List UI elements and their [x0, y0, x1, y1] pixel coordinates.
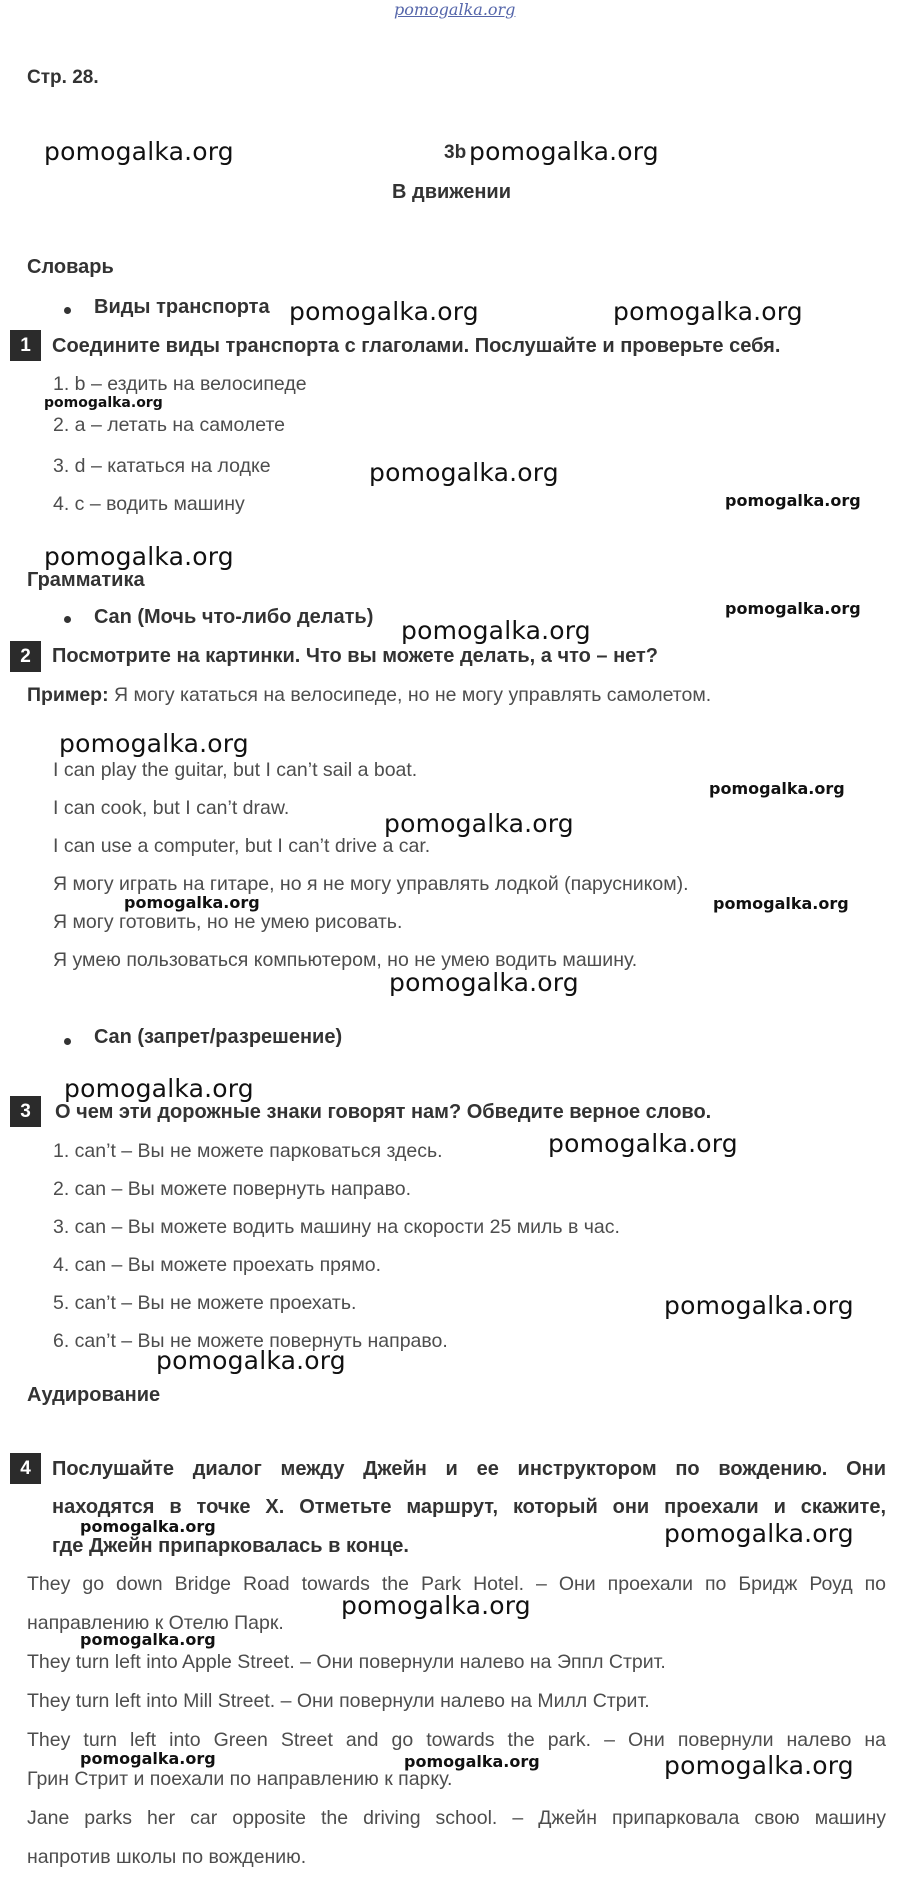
- exercise-number: 3: [10, 1096, 41, 1127]
- watermark: pomogalka.org: [713, 894, 849, 913]
- watermark: pomogalka.org: [44, 542, 234, 571]
- exercise-task-line: где Джейн припарковалась в конце.: [52, 1535, 409, 1557]
- answer-line: Я умею пользоваться компьютером, но не умею водить машину.: [53, 949, 638, 971]
- watermark: pomogalka.org: [59, 729, 249, 758]
- answer-line: Я могу готовить, но не умею рисовать.: [53, 911, 403, 933]
- answer-line: 1. b – ездить на велосипеде: [53, 373, 307, 395]
- grammar-bullet: Can (Мочь что-либо делать): [94, 606, 374, 628]
- watermark: pomogalka.org: [156, 1346, 346, 1375]
- answer-line: They turn left into Mill Street. – Они повернули налево на Милл Стрит.: [27, 1690, 650, 1712]
- watermark: pomogalka.org: [469, 137, 659, 166]
- example-label: Пример:: [27, 684, 109, 706]
- bullet-dot: [64, 1038, 71, 1045]
- exercise-task: Соедините виды транспорта с глаголами. Послушайте и проверьте себя.: [52, 335, 781, 357]
- answer-line: 4. can – Вы можете проехать прямо.: [53, 1254, 382, 1276]
- answer-line: 3. d – кататься на лодке: [53, 455, 271, 477]
- watermark: pomogalka.org: [389, 968, 579, 997]
- example-text: Я могу кататься на велосипеде, но не могу управлять самолетом.: [114, 684, 712, 706]
- watermark: pomogalka.org: [80, 1517, 216, 1536]
- bullet-dot: [64, 616, 71, 623]
- watermark: pomogalka.org: [289, 297, 479, 326]
- answer-line: 4. c – водить машину: [53, 493, 245, 515]
- answer-line: Я могу играть на гитаре, но я не могу управлять лодкой (парусником).: [53, 873, 689, 895]
- answer-line: 2. can – Вы можете повернуть направо.: [53, 1178, 412, 1200]
- watermark: pomogalka.org: [664, 1519, 854, 1548]
- watermark: pomogalka.org: [341, 1591, 531, 1620]
- grammar-heading: Грамматика: [27, 569, 145, 591]
- answer-line: 3. can – Вы можете водить машину на скорости 25 миль в час.: [53, 1216, 620, 1238]
- watermark: pomogalka.org: [64, 1074, 254, 1103]
- watermark: pomogalka.org: [664, 1291, 854, 1320]
- exercise-task: О чем эти дорожные знаки говорят нам? Обведите верное слово.: [55, 1101, 712, 1123]
- lesson-code: 3b: [444, 142, 467, 163]
- answer-line: I can cook, but I can’t draw.: [53, 797, 290, 819]
- watermark: pomogalka.org: [369, 458, 559, 487]
- lesson-title: В движении: [392, 181, 511, 203]
- answer-line: They turn left into Green Street and go towards the park. – Они повернули налево на: [27, 1729, 886, 1751]
- exercise-number: 1: [10, 330, 41, 361]
- answer-line: напротив школы по вождению.: [27, 1846, 307, 1868]
- answer-line: They go down Bridge Road towards the Park Hotel. – Они проехали по Бридж Роуд по: [27, 1573, 886, 1595]
- answer-line: 2. a – летать на самолете: [53, 414, 286, 436]
- answer-line: I can play the guitar, but I can’t sail a boat.: [53, 759, 418, 781]
- answer-line: I can use a computer, but I can’t drive a car.: [53, 835, 431, 857]
- vocab-bullet: Виды транспорта: [94, 296, 270, 318]
- exercise-number: 4: [10, 1453, 41, 1484]
- watermark: pomogalka.org: [384, 809, 574, 838]
- vocab-heading: Словарь: [27, 256, 114, 278]
- exercise-number: 2: [10, 641, 41, 672]
- watermark: pomogalka.org: [404, 1752, 540, 1771]
- bullet-dot: [64, 307, 71, 314]
- answer-line: 5. can’t – Вы не можете проехать.: [53, 1292, 357, 1314]
- top-watermark-link[interactable]: pomogalka.org: [394, 0, 516, 19]
- answer-line: направлению к Отелю Парк.: [27, 1612, 284, 1634]
- watermark: pomogalka.org: [725, 599, 861, 618]
- exercise-task-line: Послушайте диалог между Джейн и ее инструктором по вождению. Они: [52, 1458, 886, 1480]
- exercise-task-line: находятся в точке X. Отметьте маршрут, который они проехали и скажите,: [52, 1496, 886, 1518]
- answer-line: They turn left into Apple Street. – Они повернули налево на Эппл Стрит.: [27, 1651, 666, 1673]
- watermark: pomogalka.org: [613, 297, 803, 326]
- watermark: pomogalka.org: [44, 395, 163, 411]
- answer-line: Грин Стрит и поехали по направлению к парку.: [27, 1768, 453, 1790]
- exercise-task: Посмотрите на картинки. Что вы можете делать, а что – нет?: [52, 645, 659, 667]
- watermark: pomogalka.org: [401, 616, 591, 645]
- answer-line: Jane parks her car opposite the driving school. – Джейн припарковала свою машину: [27, 1807, 886, 1829]
- watermark: pomogalka.org: [124, 893, 260, 912]
- page-reference: Стр. 28.: [27, 67, 99, 88]
- answer-line: 1. can’t – Вы не можете парковаться здесь.: [53, 1140, 443, 1162]
- grammar-bullet: Can (запрет/разрешение): [94, 1026, 343, 1048]
- watermark: pomogalka.org: [725, 491, 861, 510]
- example-line: [27, 684, 711, 707]
- watermark: pomogalka.org: [664, 1751, 854, 1780]
- watermark: pomogalka.org: [80, 1630, 216, 1649]
- watermark: pomogalka.org: [44, 137, 234, 166]
- listening-heading: Аудирование: [27, 1384, 161, 1406]
- watermark: pomogalka.org: [709, 779, 845, 798]
- watermark: pomogalka.org: [548, 1129, 738, 1158]
- answer-line: 6. can’t – Вы не можете повернуть направо.: [53, 1330, 448, 1352]
- watermark: pomogalka.org: [80, 1749, 216, 1768]
